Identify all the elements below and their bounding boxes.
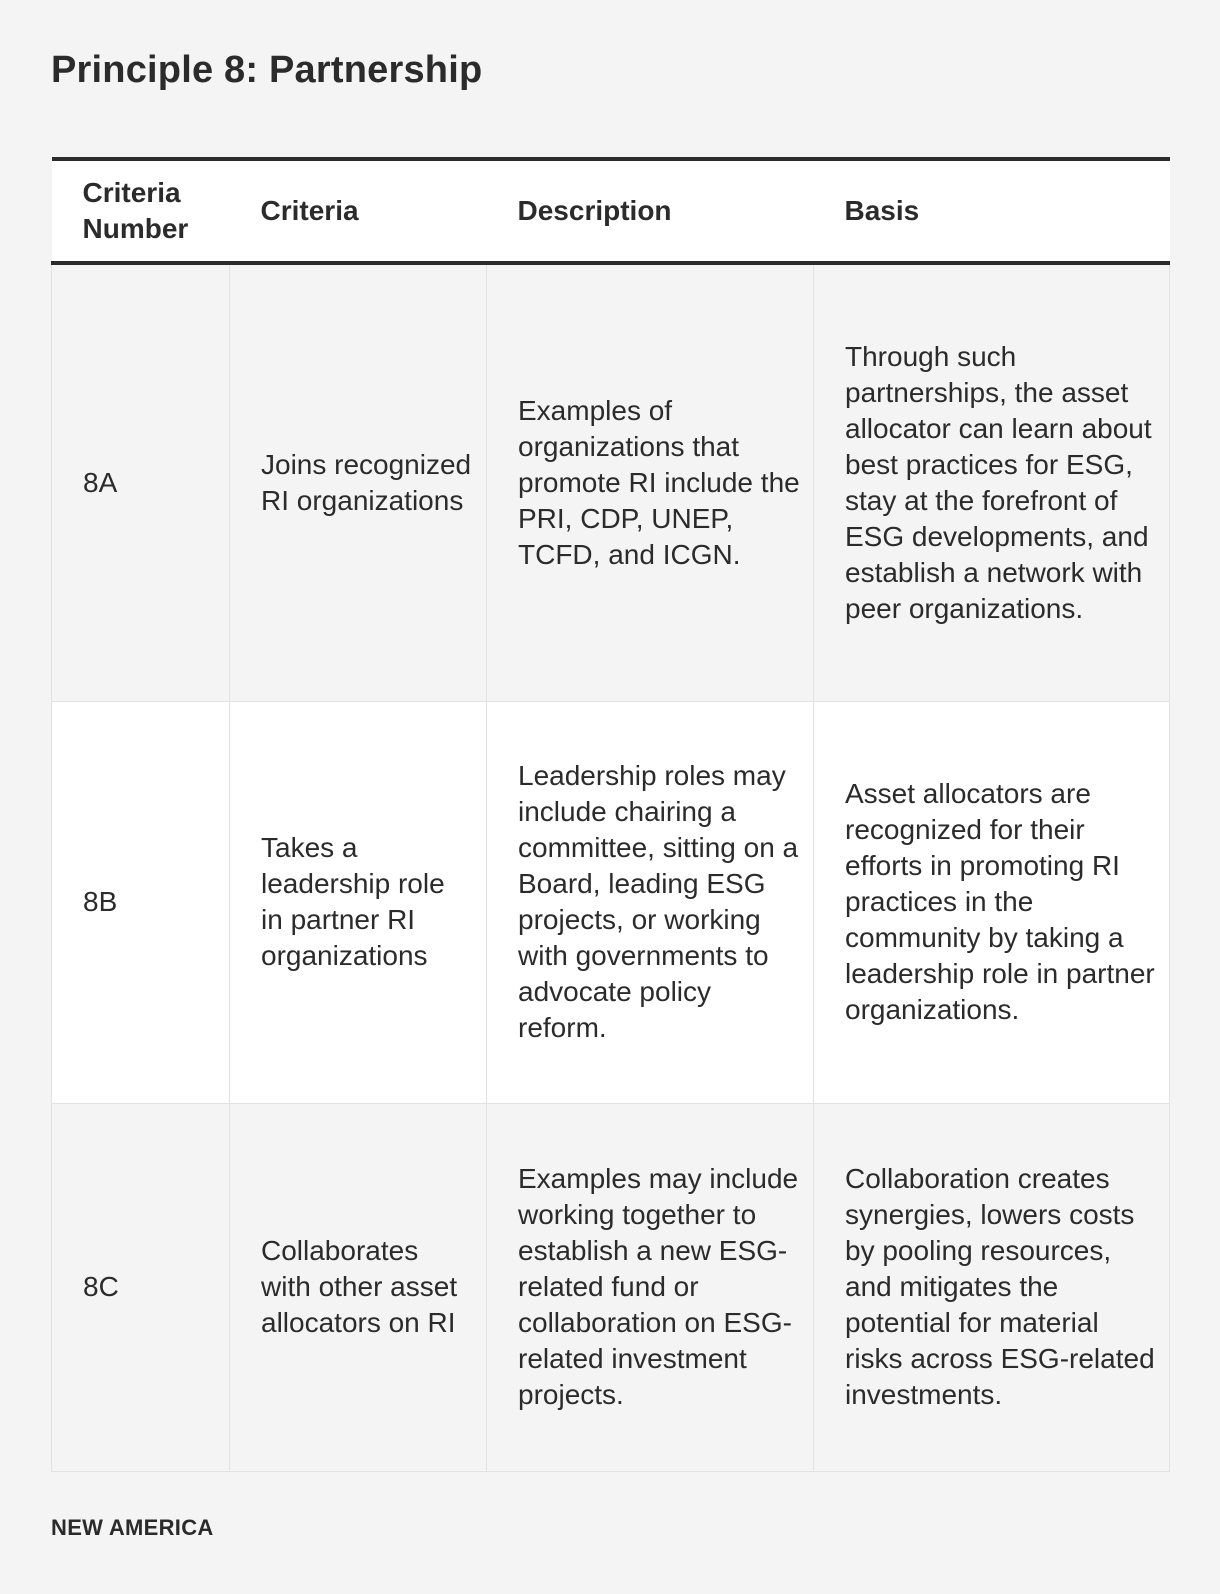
cell-criteria: Collaborates with other asset allocators on RI bbox=[230, 1103, 487, 1471]
cell-basis: Through such partnerships, the asset allocator can learn about best practices for ESG, stay at the forefront of ESG developments, and establish a network with peer organizations. bbox=[814, 263, 1170, 701]
cell-criteria: Joins recognized RI organizations bbox=[230, 263, 487, 701]
criteria-table-container bbox=[51, 157, 1169, 1472]
cell-description: Leadership roles may include chairing a committee, sitting on a Board, leading ESG projects, or working with governments to advocate policy reform. bbox=[487, 701, 814, 1103]
table-header-row bbox=[52, 159, 1170, 263]
cell-basis: Asset allocators are recognized for their efforts in promoting RI practices in the community by taking a leadership role in partner organizations. bbox=[814, 701, 1170, 1103]
cell-criteria-number: 8B bbox=[52, 701, 230, 1103]
cell-criteria: Takes a leadership role in partner RI organizations bbox=[230, 701, 487, 1103]
cell-description: Examples of organizations that promote RI include the PRI, CDP, UNEP, TCFD, and ICGN. bbox=[487, 263, 814, 701]
header-description: Description bbox=[517, 195, 672, 226]
cell-criteria-number: 8C bbox=[52, 1103, 230, 1471]
table-row bbox=[52, 701, 1170, 1103]
table-row bbox=[52, 263, 1170, 701]
table-row bbox=[52, 1103, 1170, 1471]
criteria-table bbox=[51, 157, 1170, 1472]
header-criteria-number: Criteria Number bbox=[82, 177, 189, 244]
header-criteria: Criteria bbox=[260, 195, 359, 226]
cell-criteria-number: 8A bbox=[52, 263, 230, 701]
page-title: Principle 8: Partnership bbox=[51, 49, 483, 91]
cell-description: Examples may include working together to establish a new ESG-related fund or collaboration on ESG-related investment projects. bbox=[487, 1103, 814, 1471]
header-basis: Basis bbox=[844, 195, 920, 226]
cell-basis: Collaboration creates synergies, lowers costs by pooling resources, and mitigates the potential for material risks across ESG-related investments. bbox=[814, 1103, 1170, 1471]
footer-brand-logo: NEW AMERICA bbox=[51, 1515, 214, 1540]
